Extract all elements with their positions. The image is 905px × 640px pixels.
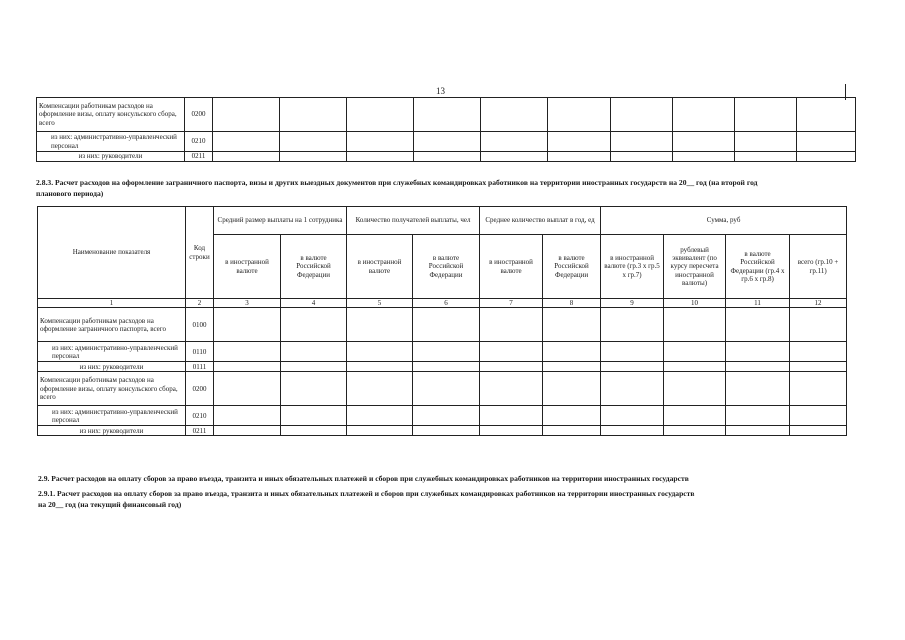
section-2-9-title: 2.9. Расчет расходов на оплату сборов за право въезда, транзита и иных обязательных платежей и сборов при служебных командировках работников на территории иностранных государств [38, 474, 689, 483]
cell[interactable] [601, 342, 664, 362]
cell[interactable] [548, 132, 611, 152]
cell[interactable] [664, 406, 726, 426]
cell[interactable] [413, 372, 480, 406]
cell[interactable] [611, 98, 673, 132]
cell[interactable] [548, 152, 611, 162]
col-number: 6 [413, 299, 480, 308]
cell[interactable] [664, 426, 726, 436]
cell[interactable] [673, 152, 735, 162]
cell[interactable] [347, 372, 413, 406]
cell[interactable] [797, 98, 856, 132]
cell[interactable] [543, 372, 601, 406]
cell[interactable] [735, 132, 797, 152]
header-foreign: в иностранной валюте [347, 235, 413, 299]
cell[interactable] [601, 426, 664, 436]
col-number: 9 [601, 299, 664, 308]
cell[interactable] [347, 426, 413, 436]
column-numbers-row [38, 299, 847, 308]
cell[interactable] [673, 132, 735, 152]
row-name: из них: административно-управленческий персонал [37, 132, 185, 152]
header-col10: рублевый эквивалент (по курсу пересчета иностранной валюты) [664, 235, 726, 299]
row-code: 0200 [186, 372, 214, 406]
cell[interactable] [414, 152, 481, 162]
main-table [37, 206, 847, 436]
header-recipients: Количество получателей выплаты, чел [347, 207, 480, 235]
cell[interactable] [214, 342, 281, 362]
cell[interactable] [281, 342, 347, 362]
cell[interactable] [280, 152, 347, 162]
col-number: 2 [186, 299, 214, 308]
col-number: 8 [543, 299, 601, 308]
row-code: 0100 [186, 308, 214, 342]
cell[interactable] [797, 132, 856, 152]
cell[interactable] [611, 152, 673, 162]
row-name: из них: руководители [38, 426, 186, 436]
cell[interactable] [347, 362, 413, 372]
row-name: из них: руководители [38, 362, 186, 372]
header-avg-payment: Средний размер выплаты на 1 сотрудника [214, 207, 347, 235]
header-foreign: в иностранной валюте [480, 235, 543, 299]
cell[interactable] [480, 372, 543, 406]
row-name: Компенсации работникам расходов на оформление визы, оплату консульского сбора, всего [37, 98, 185, 132]
section-2-8-3-title: 2.8.3. Расчет расходов на оформление заграничного паспорта, визы и других выездных документов при служебных командировках работников на территории иностранных государств на 20__ год (на второй год планового периода) [36, 178, 758, 198]
row-code: 0210 [186, 406, 214, 426]
row-code: 0210 [185, 132, 213, 152]
cell[interactable] [281, 308, 347, 342]
cell[interactable] [480, 406, 543, 426]
cell[interactable] [601, 372, 664, 406]
cell[interactable] [280, 132, 347, 152]
row-name: из них: руководители [37, 152, 185, 162]
cell[interactable] [481, 98, 548, 132]
top-table [36, 97, 856, 162]
cell[interactable] [413, 362, 480, 372]
row-code: 0111 [186, 362, 214, 372]
col-number: 1 [38, 299, 186, 308]
row-code: 0211 [185, 152, 213, 162]
col-number: 7 [480, 299, 543, 308]
row-name: Компенсации работникам расходов на оформление визы, оплату консульского сбора, всего [38, 372, 186, 406]
header-col11: в валюте Российской Федерации (гр.4 х гр.6 х гр.8) [726, 235, 790, 299]
cell[interactable] [664, 342, 726, 362]
row-name: из них: административно-управленческий персонал [38, 406, 186, 426]
cell[interactable] [413, 426, 480, 436]
header-col12: всего (гр.10 + гр.11) [790, 235, 847, 299]
cell[interactable] [601, 406, 664, 426]
cell[interactable] [726, 372, 790, 406]
cell[interactable] [413, 342, 480, 362]
cell[interactable] [347, 132, 414, 152]
cell[interactable] [347, 406, 413, 426]
row-code: 0211 [186, 426, 214, 436]
cell[interactable] [347, 308, 413, 342]
cell[interactable] [726, 426, 790, 436]
cell[interactable] [480, 342, 543, 362]
cell[interactable] [790, 426, 847, 436]
cell[interactable] [414, 98, 481, 132]
cell[interactable] [611, 132, 673, 152]
cell[interactable] [281, 406, 347, 426]
cell[interactable] [214, 372, 281, 406]
cell[interactable] [414, 132, 481, 152]
cell[interactable] [281, 426, 347, 436]
cell[interactable] [214, 426, 281, 436]
cell[interactable] [214, 406, 281, 426]
row-code: 0200 [185, 98, 213, 132]
cell[interactable] [790, 406, 847, 426]
header-rub: в валюте Российской Федерации [281, 235, 347, 299]
header-foreign: в иностранной валюте [214, 235, 281, 299]
cell[interactable] [480, 426, 543, 436]
table-row [38, 426, 847, 436]
cell[interactable] [601, 308, 664, 342]
col-number: 3 [214, 299, 281, 308]
cell[interactable] [543, 362, 601, 372]
cell[interactable] [726, 406, 790, 426]
cell[interactable] [601, 362, 664, 372]
header-rub: в валюте Российской Федерации [413, 235, 480, 299]
cell[interactable] [281, 362, 347, 372]
cell[interactable] [664, 362, 726, 372]
header-avg-count: Среднее количество выплат в год, ед [480, 207, 601, 235]
cell[interactable] [413, 406, 480, 426]
cell[interactable] [735, 152, 797, 162]
table-row [38, 372, 847, 406]
table-row [38, 342, 847, 362]
cell[interactable] [413, 308, 480, 342]
cell[interactable] [664, 372, 726, 406]
col-number: 10 [664, 299, 726, 308]
cell[interactable] [347, 98, 414, 132]
cell[interactable] [480, 362, 543, 372]
cell[interactable] [673, 98, 735, 132]
cell[interactable] [543, 406, 601, 426]
cell[interactable] [543, 342, 601, 362]
header-indicator: Наименование показателя [38, 207, 186, 299]
cell[interactable] [214, 362, 281, 372]
cell[interactable] [726, 308, 790, 342]
table-row [37, 98, 856, 132]
cell[interactable] [790, 342, 847, 362]
cell[interactable] [213, 152, 280, 162]
cell[interactable] [790, 308, 847, 342]
col-number: 11 [726, 299, 790, 308]
row-name: из них: административно-управленческий персонал [38, 342, 186, 362]
row-code: 0110 [186, 342, 214, 362]
table-row [38, 362, 847, 372]
cell[interactable] [480, 308, 543, 342]
cell[interactable] [481, 152, 548, 162]
col-number: 12 [790, 299, 847, 308]
cell[interactable] [735, 98, 797, 132]
cell[interactable] [726, 362, 790, 372]
cell[interactable] [543, 308, 601, 342]
header-col9: в иностранной валюте (гр.3 х гр.5 х гр.7) [601, 235, 664, 299]
cell[interactable] [281, 372, 347, 406]
cell[interactable] [790, 372, 847, 406]
cell[interactable] [797, 152, 856, 162]
header-row [38, 207, 847, 235]
table-row [37, 132, 856, 152]
cell[interactable] [347, 152, 414, 162]
col-number: 5 [347, 299, 413, 308]
cell[interactable] [213, 132, 280, 152]
table-row [37, 152, 856, 162]
cell[interactable] [543, 426, 601, 436]
header-code: Код строки [186, 207, 214, 299]
col-number: 4 [281, 299, 347, 308]
cell[interactable] [664, 308, 726, 342]
table-row [38, 308, 847, 342]
cell[interactable] [347, 342, 413, 362]
section-2-9-1-title: 2.9.1. Расчет расходов на оплату сборов за право въезда, транзита и иных обязательных платежей и сборов при служебных командировках работников на территории иностранных государств на 20__ год (на текущий финансовый год) [38, 489, 695, 509]
cell[interactable] [280, 98, 347, 132]
header-rub: в валюте Российской Федерации [543, 235, 601, 299]
cell[interactable] [214, 308, 281, 342]
cell[interactable] [213, 98, 280, 132]
cell[interactable] [481, 132, 548, 152]
header-sum: Сумма, руб [601, 207, 847, 235]
page-number: 13 [436, 86, 445, 96]
cell[interactable] [790, 362, 847, 372]
cell[interactable] [548, 98, 611, 132]
cell[interactable] [726, 342, 790, 362]
row-name: Компенсации работникам расходов на оформление заграничного паспорта, всего [38, 308, 186, 342]
table-row [38, 406, 847, 426]
